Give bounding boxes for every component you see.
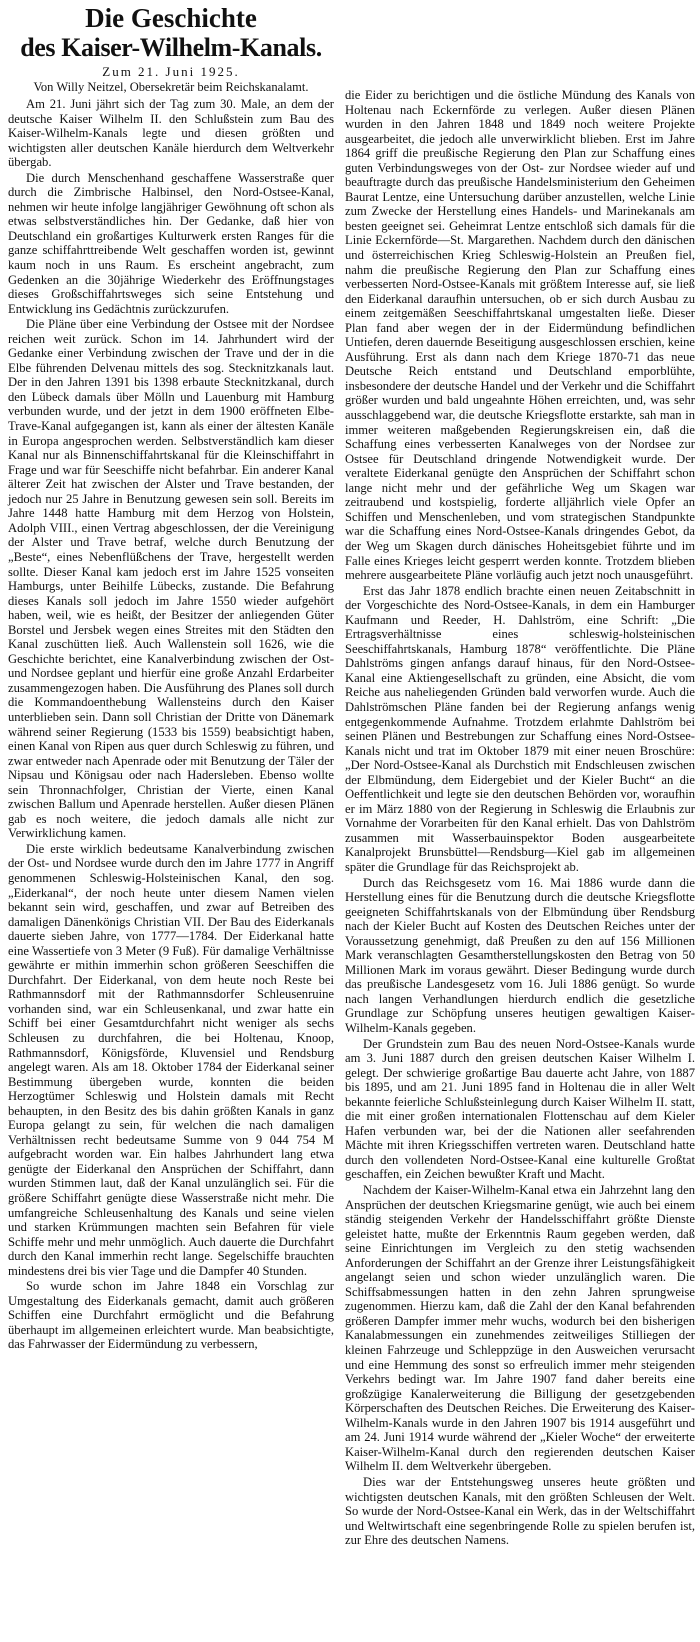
article-title [8,4,334,62]
paragraph: Die durch Menschenhand geschaffene Wasserstraße quer durch die Zimbrische Halbinsel, den Nord-Ostsee-Kanal, nehmen wir heute infolge langjähriger Gewöhnung oft schon als etwas selbstverständliches hin. Der Gedanke, daß hier von Deutschland ein großartiges Kulturwerk ersten Ranges für die ganze schiffahrttreibende Welt geschaffen worden ist, gewinnt kaum noch in uns Raum. Es erscheint angebracht, zum Gedenken an die 30jährige Wiederkehr des Eröffnungstages dieses Großschiffahrtsweges sich seine Entstehung und Entwicklung ins Gedächtnis zurückzurufen. [8,170,334,316]
title-line-2: des Kaiser-Wilhelm-Kanals. [20,33,322,62]
left-side [8,4,334,1352]
paragraph: Nachdem der Kaiser-Wilhelm-Kanal etwa ein Jahrzehnt lang den Ansprüchen der deutschen Kriegsmarine genügt, wie auch bei einem ständig steigenden Verkehr der Handelsschiffahrt größte Dienste geleistet hatte, mußte der Erkenntnis Raum gegeben werden, daß seine Einrichtungen im Vergleich zu den stetig wachsenden Anforderungen der Schiffahrt an der Grenze ihrer Leistungsfähigkeit angelangt seien und schon wieder unzulänglich waren. Die Schiffsabmessungen hatten in den zehn Jahren sprungweise zugenommen. Hierzu kam, daß die Zahl der den Kanal befahrenden größeren Dampfer immer mehr wuchs, wodurch bei den bisherigen Kanalabmessungen ein zunehmendes zeitweiliges Stilliegen der kleinen Fahrzeuge und Schleppzüge in den Ausweichen verursacht und eine Hemmung des sonst so erfreulich immer mehr steigenden Verkehrs bedingt war. Im Jahre 1907 fand daher bereits eine großzügige Kanalerweiterung die Billigung der gesetzgebenden Körperschaften des Deutschen Reiches. Die Erweiterung des Kaiser-Wilhelm-Kanals wurde in den Jahren 1907 bis 1914 ausgeführt und am 24. Juni 1914 wurde während der „Kieler Woche“ der erweiterte Kaiser-Wilhelm-Kanal durch den regierenden deutschen Kaiser Wilhelm II. dem Weltverkehr übergeben. [345,1183,695,1474]
paragraph: Dies war der Entstehungsweg unseres heute größten und wichtigsten deutschen Kanals, mit den größten Schleusen der Welt. So wurde der Nord-Ostsee-Kanal ein Werk, das in der Weltschiffahrt und Weltwirtschaft eine segenbringende Rolle zu spielen berufen ist, zur Ehre des deutschen Namens. [345,1474,695,1548]
paragraph: Am 21. Juni jährt sich der Tag zum 30. Male, an dem der deutsche Kaiser Wilhelm II. den Schlußstein zum Bau des Kaiser-Wilhelm-Kanals legte und diesen größten und wichtigsten aller deutschen Kanäle hierdurch dem Weltverkehr übergab. [8,97,334,170]
paragraph: Die Pläne über eine Verbindung der Ostsee mit der Nordsee reichen weit zurück. Schon im 14. Jahrhundert wird der Gedanke einer Verbindung zwischen der Trave und der in die Elbe führenden Delvenau mittels des sog. Stecknitzkanals laut. Der in den Jahren 1391 bis 1398 erbaute Stecknitzkanal, durch den Lübeck damals über Mölln und Lauenburg mit Hamburg verbunden wurde, und der jetzt in dem 1900 eröffneten Elbe-Trave-Kanal aufgegangen ist, kann als einer der ältesten Kanäle in Europa angesprochen werden. Selbstverständlich kam dieser Kanal nur als Binnenschiffahrtskanal für die Kleinschiffahrt in Frage und war für Seeschiffe nicht befahrbar. Ein anderer Kanal älterer Zeit hat zwischen der Alster und Trave bestanden, der jedoch nur 25 Jahre in Benutzung gewesen sein soll. Bereits im Jahre 1448 hatte Hamburg mit dem Herzog von Holstein, Adolph VIII., einen Vertrag abgeschlossen, der die Vereinigung der Alster und Trave betraf, welche durch Benutzung der „Beste“, eines Nebenflüßchens der Trave, hergestellt werden sollte. Dieser Kanal kam jedoch erst im Jahre 1525 vonseiten Hamburgs, unter Beihilfe Lübecks, zustande. Die Befahrung dieses Kanals soll jedoch im Jahre 1550 wieder aufgehört haben, weil, wie es heißt, der Besitzer der anliegenden Güter Borstel und Jersbek wegen eines Streites mit den Städten den Kanal zuschütten ließ. Auch Wallenstein soll 1626, wie die Geschichte berichtet, eine Kanalverbindung zwischen der Ost- und Nordsee geplant und hierfür eine große Anzahl Erdarbeiter zusammengezogen haben. Die Ausführung des Planes soll durch die Kommandoenthebung Wallensteins durch den Kaiser unterblieben sein. Dann soll Christian der Dritte von Dänemark während seiner Regierung (1533 bis 1559) beabsichtigt haben, einen Kanal von Ripen aus quer durch Schleswig zu führen, und zwar entweder nach Apenrade oder mit Benutzung der Täler der Nipsau und Königsau oder nach Hadersleben. Ebenso wollte sein Thronnachfolger, Christian der Vierte, einen Kanal zwischen Ballum und Apenrade herstellen. Außer diesen Plänen gab es noch weitere, die jedoch damals alle nicht zur Verwirklichung kamen. [8,317,334,841]
title-line-1: Die Geschichte [85,3,257,33]
paragraph: So wurde schon im Jahre 1848 ein Vorschlag zur Umgestaltung des Eiderkanals gemacht, damit auch größeren Schiffen eine Durchfahrt ermöglicht und die Befahrung überhaupt im allgemeinen erleichtert wurde. Man beabsichtigte, das Fahrwasser der Eidermündung zu verbessern, [8,1279,334,1352]
left-column [8,97,334,1352]
byline: Von Willy Neitzel, Obersekretär beim Reichskanalamt. [33,80,309,94]
paragraph: Durch das Reichsgesetz vom 16. Mai 1886 wurde dann die Herstellung eines für die Benutzung durch die deutsche Kriegsflotte geeigneten Schiffahrtskanals von der Elbmündung über Rendsburg nach der Kieler Bucht auf Kosten des Deutschen Reiches unter der Voraussetzung genehmigt, daß Preußen zu den auf 156 Millionen Mark veranschlagten Gesamtherstellungskosten den Betrag von 50 Millionen Mark im voraus gewährt. Dieser Bedingung wurde durch das preußische Landesgesetz vom 16. Juli 1886 genügt. So wurde nach langen Verhandlungen hierdurch endlich die gesetzliche Grundlage zur Schöpfung unseres heutigen gewaltigen Kaiser-Wilhelm-Kanals gegeben. [345,875,695,1035]
paragraph: Die erste wirklich bedeutsame Kanalverbindung zwischen der Ost- und Nordsee wurde durch den im Jahre 1777 in Angriff genommenen Schleswig-Holsteinischen Kanal, den sog. „Eiderkanal“, der noch heute unter diesem Namen vielen bekannt sein wird, geschaffen, und zwar auf Betreiben des damaligen Dänenkönigs Christian VII. Der Bau des Eiderkanals dauerte sieben Jahre, von 1777—1784. Der Eiderkanal hatte eine Wassertiefe von 3 Meter (9 Fuß). Für damalige Verhältnisse gewährte er mithin immerhin schon größeren Seeschiffen die Durchfahrt. Der Eiderkanal, von dem heute noch Reste bei Rathmannsdorf mit der Rathmannsdorfer Schleusenruine vorhanden sind, war ein Schleusenkanal, und zwar hatte ein Schiff bei einer Gesamtdurchfahrt nicht weniger als sechs Schleusen zu durchfahren, die bei Holtenau, Knoop, Rathmannsdorf, Königsförde, Kluvensiel und Rendsburg angelegt waren. Als am 18. Oktober 1784 der Eiderkanal seiner Bestimmung übergeben wurde, konnten die beiden Herzogtümer Schleswig und Holstein damals mit Recht behaupten, in den Besitz des bis dahin größten Kanals in ganz Europa gelangt zu sein, für welchen die nach damaligen Verhältnissen recht bedeutsame Summe von 9 044 754 M aufgebracht worden war. Ein halbes Jahrhundert lang etwa genügte der Eiderkanal den Ansprüchen der Schiffahrt, dann wurden Stimmen laut, daß der Kanal unzulänglich sei. Für die größere Schiffahrt genügte diese Wasserstraße nicht mehr. Die umfangreiche Schleusenhaltung des Kanals und seine vielen und starken Krümmungen machten sein Befahren für viele Schiffe mehr und mehr unmöglich. Auch dauerte die Durchfahrt durch den Kanal immerhin recht lange. Segelschiffe brauchten mindestens drei bis vier Tage und die Dampfer 40 Stunden. [8,841,334,1278]
dateline: Zum 21. Juni 1925. [102,64,240,79]
paragraph-continued: die Eider zu berichtigen und die östliche Mündung des Kanals von Holtenau nach Eckernförde zu verlegen. Außer diesen Plänen wurden in den Jahren 1848 und 1849 noch weitere Projekte ausgearbeitet, die jedoch alle unverwirklicht blieben. Erst im Jahre 1864 griff die preußische Regierung den Plan zur Schaffung eines guten Verbindungsweges von der Ost- zur Nordsee wieder auf und beauftragte durch das preußische Handelsministerium den Geheimen Baurat Lentze, eine Untersuchung darüber anzustellen, welche Linie zum Zwecke der Herstellung eines Handels- und Marinekanals am besten geeignet sei. Geheimrat Lentze entschloß sich damals für die Linie Eckernförde—St. Margarethen. Nachdem durch den dänischen und österreichischen Krieg Schleswig-Holstein an Preußen fiel, nahm die preußische Regierung den Plan zur Schaffung eines verbesserten Nord-Ostsee-Kanals mit größtem Interesse auf, sie ließ den Eiderkanal daraufhin untersuchen, ob er sich durch Ausbau zu einem zeitgemäßen Seeschiffahrtskanal umgestalten ließe. Dieser Plan fand aber wegen der in der Eidermündung befindlichen Untiefen, deren dauernde Beseitigung ausgeschlossen erschien, keine Ausführung. Erst als dann nach dem Kriege 1870-71 das neue Deutsche Reich entstand und Deutschland emporblühte, insbesondere der deutsche Handel und der Verkehr und die Schiffahrt größer wurden und bald ungeahnte Höhen erreichten, und, was sehr ausschlaggebend war, die deutsche Kriegsflotte erstarkte, sah man in immer weiteren maßgebenden Regierungskreisen ein, daß die Schaffung eines verbesserten Kanalweges von der Nordsee zur Ostsee für Deutschland dringende Notwendigkeit wurde. Der veraltete Eiderkanal genügte den Ansprüchen der Schiffahrt schon lange nicht mehr und der gefährliche Weg um Skagen war zeitraubend und kostspielig, forderte alljährlich viele Opfer an Schiffen und Menschenleben, und vom strategischen Standpunkte war die Schaffung eines Nord-Ostsee-Kanals dringendes Gebot, da der Weg um Skagen durch dänisches Hoheitsgebiet führte und im Falle eines Krieges leicht gesperrt werden konnte. Trotzdem blieben mehrere ausgearbeitete Pläne vorläufig auch jetzt noch unausgeführt. [345,88,695,583]
paragraph: Der Grundstein zum Bau des neuen Nord-Ostsee-Kanals wurde am 3. Juni 1887 durch den greisen deutschen Kaiser Wilhelm I. gelegt. Der schwierige großartige Bau dauerte acht Jahre, von 1887 bis 1895, und am 21. Juni 1895 fand in Holtenau die in aller Welt bekannte feierliche Schlußsteinlegung durch Kaiser Wilhelm II. statt, die mit einer großen internationalen Flottenschau auf dem Kieler Hafen verbunden war, bei der die Nationen aller seefahrenden Mächte mit ihren Kriegsschiffen vertreten waren. Deutschland hatte durch den vollendeten Nord-Ostsee-Kanal eine kulturelle Großtat geschaffen, ein Zeichen bewußter Kraft und Macht. [345,1036,695,1182]
paragraph: Erst das Jahr 1878 endlich brachte einen neuen Zeitabschnitt in der Vorgeschichte des Nord-Ostsee-Kanals, in dem ein Hamburger Kaufmann und Reeder, H. Dahlström, eine Schrift: „Die Ertragsverhältnisse eines schleswig-holsteinischen Seeschiffahrtskanals, Hamburg 1878“ veröffentlichte. Die Pläne Dahlströms gingen anfangs darauf hinaus, für den Nord-Ostsee-Kanal eine Aktiengesellschaft zu gründen, eine Absicht, die vom Reiche aus naheliegenden Gründen bald verworfen wurde. Auch die Dahlströmschen Pläne fanden bei der Regierung anfangs wenig entgegenkommende Aufnahme. Trotzdem erlahmte Dahlström bei seinen Plänen und Bestrebungen zur Schaffung eines Nord-Ostsee-Kanals nicht und trat im Oktober 1879 mit einer neuen Broschüre: „Der Nord-Ostsee-Kanal als Durchstich mit Endschleusen zwischen der Elbmündung, dem Eidergebiet und der Kieler Bucht“ an die Oeffentlichkeit und legte sie den deutschen Behörden vor, woraufhin er im März 1880 von der Regierung in Schleswig die Erlaubnis zur Vornahme der Vorarbeiten für den Kanal erhielt. Das von Dahlström zusammen mit Wasserbauinspektor Boden ausgearbeitete Kanalprojekt Brunsbüttel—Rendsburg—Kiel gab im allgemeinen später die Grundlage für das Reichsprojekt ab. [345,583,695,874]
right-column [345,88,695,1548]
